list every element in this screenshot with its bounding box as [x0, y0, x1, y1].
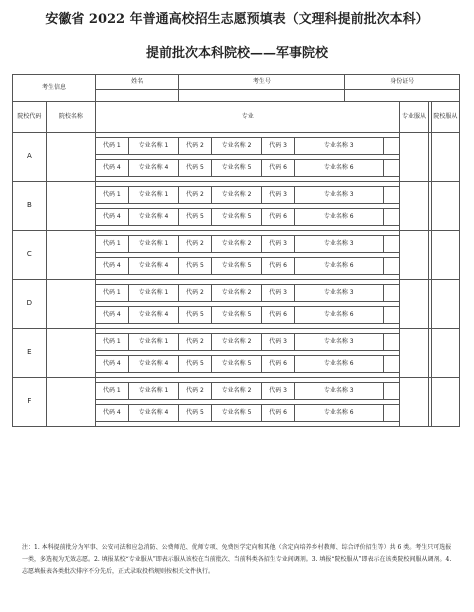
major-code-cell[interactable]: 代码 1 [96, 236, 129, 253]
major-name-cell[interactable]: 专业名称 6 [294, 160, 383, 177]
major-name-cell[interactable]: 专业名称 3 [294, 138, 383, 155]
id-no-label: 身份证号 [345, 75, 460, 90]
major-code-cell[interactable]: 代码 5 [179, 160, 212, 177]
major-name-cell[interactable]: 专业名称 4 [128, 356, 179, 373]
major-code-cell[interactable]: 代码 5 [179, 209, 212, 226]
major-code-cell[interactable]: 代码 4 [96, 258, 129, 275]
page-subtitle: 提前批次本科院校——军事院校 [145, 46, 328, 61]
school-code-header: 院校代码 [13, 102, 47, 133]
major-obey-header: 专业服从 [400, 102, 428, 133]
id-no-field[interactable] [345, 90, 460, 102]
name-field[interactable] [96, 90, 179, 102]
major-code-cell[interactable]: 代码 3 [262, 285, 295, 302]
major-obey-field[interactable] [400, 182, 428, 231]
major-code-cell[interactable]: 代码 4 [96, 356, 129, 373]
major-name-cell[interactable]: 专业名称 2 [211, 187, 262, 204]
school-obey-field[interactable] [431, 329, 459, 378]
group-code-cell: E [13, 329, 47, 378]
school-obey-header: 院校服从 [431, 102, 459, 133]
examinee-info-label: 考生信息 [13, 75, 96, 102]
major-name-cell[interactable]: 专业名称 2 [211, 383, 262, 400]
school-obey-field[interactable] [431, 133, 459, 182]
major-code-cell[interactable]: 代码 2 [179, 187, 212, 204]
major-code-cell[interactable]: 代码 1 [96, 187, 129, 204]
major-code-cell[interactable]: 代码 1 [96, 138, 129, 155]
major-name-cell[interactable]: 专业名称 5 [211, 307, 262, 324]
group-code-cell: C [13, 231, 47, 280]
major-code-cell[interactable]: 代码 1 [96, 285, 129, 302]
major-name-cell[interactable]: 专业名称 6 [294, 258, 383, 275]
school-name-field[interactable] [46, 182, 95, 231]
major-code-cell[interactable]: 代码 2 [179, 138, 212, 155]
major-name-cell[interactable]: 专业名称 6 [294, 356, 383, 373]
school-obey-field[interactable] [431, 231, 459, 280]
major-code-cell[interactable]: 代码 6 [262, 209, 295, 226]
major-name-cell[interactable]: 专业名称 1 [128, 138, 179, 155]
school-name-field[interactable] [46, 280, 95, 329]
major-obey-field[interactable] [400, 280, 428, 329]
school-name-header: 院校名称 [46, 102, 95, 133]
group-code-cell: A [13, 133, 47, 182]
notes: 注：1. 本科提前批分为军事、公安司法和应急消防、公费师范、优师专项、免费医学定向和其他（含定向培养乡村教师、综合评价招生等）共 6 类。考生只可选报一类，多选视为无效志愿。2. 填报某校“专业服从”即表示服从该校在当前批次、当前科类各招生专业间调剂。3. 填报“院校服从”即表示在该类院校间服从调剂。4. 志愿填报表各类批次排序不分先后，正式录取投档规则按相关文件执行。 [22, 544, 452, 575]
major-code-cell[interactable]: 代码 6 [262, 405, 295, 422]
major-obey-field[interactable] [400, 231, 428, 280]
major-name-cell[interactable]: 专业名称 1 [128, 187, 179, 204]
major-code-cell[interactable]: 代码 4 [96, 209, 129, 226]
school-name-field[interactable] [46, 378, 95, 427]
major-code-cell[interactable]: 代码 1 [96, 334, 129, 351]
major-name-cell[interactable]: 专业名称 3 [294, 383, 383, 400]
major-code-cell[interactable]: 代码 6 [262, 356, 295, 373]
major-name-cell[interactable]: 专业名称 2 [211, 334, 262, 351]
major-name-cell[interactable]: 专业名称 4 [128, 405, 179, 422]
group-code-cell: F [13, 378, 47, 427]
major-code-cell[interactable]: 代码 5 [179, 356, 212, 373]
major-code-cell[interactable]: 代码 2 [179, 285, 212, 302]
major-code-cell[interactable]: 代码 3 [262, 138, 295, 155]
major-code-cell[interactable]: 代码 3 [262, 236, 295, 253]
major-name-cell[interactable]: 专业名称 4 [128, 258, 179, 275]
major-name-cell[interactable]: 专业名称 4 [128, 307, 179, 324]
major-name-cell[interactable]: 专业名称 3 [294, 334, 383, 351]
school-obey-field[interactable] [431, 378, 459, 427]
major-name-cell[interactable]: 专业名称 2 [211, 285, 262, 302]
major-code-cell[interactable]: 代码 6 [262, 160, 295, 177]
major-code-cell[interactable]: 代码 2 [179, 236, 212, 253]
group-code-cell: D [13, 280, 47, 329]
exam-no-label: 考生号 [179, 75, 345, 90]
school-obey-field[interactable] [431, 182, 459, 231]
page-title: 安徽省 2022 年普通高校招生志愿预填表（文理科提前批次本科） [45, 12, 429, 27]
major-name-cell[interactable]: 专业名称 1 [128, 383, 179, 400]
major-code-cell[interactable]: 代码 5 [179, 258, 212, 275]
major-header: 专业 [96, 102, 400, 133]
major-name-cell[interactable]: 专业名称 3 [294, 285, 383, 302]
major-name-cell[interactable]: 专业名称 5 [211, 258, 262, 275]
major-name-cell[interactable]: 专业名称 1 [128, 334, 179, 351]
major-name-cell[interactable]: 专业名称 6 [294, 209, 383, 226]
major-code-cell[interactable]: 代码 1 [96, 383, 129, 400]
major-code-cell[interactable]: 代码 4 [96, 160, 129, 177]
group-code-cell: B [13, 182, 47, 231]
major-code-cell[interactable]: 代码 3 [262, 334, 295, 351]
major-name-cell[interactable]: 专业名称 2 [211, 138, 262, 155]
major-code-cell[interactable]: 代码 6 [262, 307, 295, 324]
school-name-field[interactable] [46, 133, 95, 182]
major-name-cell[interactable]: 专业名称 4 [128, 209, 179, 226]
major-code-cell[interactable]: 代码 2 [179, 383, 212, 400]
major-name-cell[interactable]: 专业名称 4 [128, 160, 179, 177]
major-obey-field[interactable] [400, 133, 428, 182]
major-name-cell[interactable]: 专业名称 5 [211, 405, 262, 422]
major-code-cell[interactable]: 代码 6 [262, 258, 295, 275]
major-name-cell[interactable]: 专业名称 1 [128, 236, 179, 253]
major-name-cell[interactable]: 专业名称 2 [211, 236, 262, 253]
major-name-cell[interactable]: 专业名称 5 [211, 209, 262, 226]
major-name-cell[interactable]: 专业名称 3 [294, 236, 383, 253]
major-name-cell[interactable]: 专业名称 1 [128, 285, 179, 302]
school-name-field[interactable] [46, 231, 95, 280]
major-obey-field[interactable] [400, 378, 428, 427]
major-code-cell[interactable]: 代码 3 [262, 383, 295, 400]
major-name-cell[interactable]: 专业名称 5 [211, 356, 262, 373]
major-code-cell[interactable]: 代码 5 [179, 307, 212, 324]
major-code-cell[interactable]: 代码 5 [179, 405, 212, 422]
school-name-field[interactable] [46, 329, 95, 378]
major-name-cell[interactable]: 专业名称 3 [294, 187, 383, 204]
exam-no-field[interactable] [179, 90, 345, 102]
major-name-cell[interactable]: 专业名称 5 [211, 160, 262, 177]
major-code-cell[interactable]: 代码 4 [96, 307, 129, 324]
spacer [96, 422, 400, 427]
name-label: 姓名 [96, 75, 179, 90]
school-obey-field[interactable] [431, 280, 459, 329]
major-name-cell[interactable]: 专业名称 6 [294, 405, 383, 422]
major-code-cell[interactable]: 代码 4 [96, 405, 129, 422]
major-code-cell[interactable]: 代码 2 [179, 334, 212, 351]
application-form-table [12, 74, 460, 427]
major-obey-field[interactable] [400, 329, 428, 378]
major-code-cell[interactable]: 代码 3 [262, 187, 295, 204]
major-name-cell[interactable]: 专业名称 6 [294, 307, 383, 324]
